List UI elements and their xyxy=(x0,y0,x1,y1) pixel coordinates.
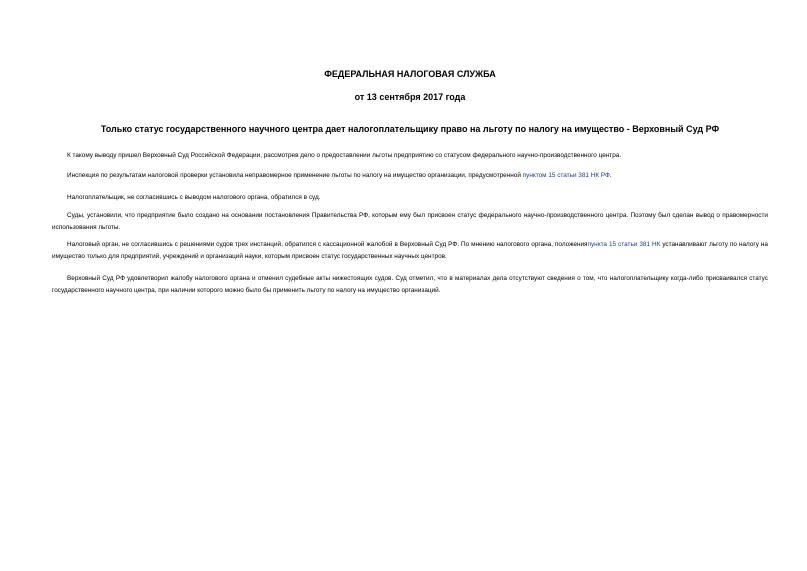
paragraph-5-text-after: устанавливают льготу по налогу на имущество только для предприятий, учреждений и организаций науки, которым присвоен статус государственных научных центров. xyxy=(52,241,768,260)
paragraph-1: К такому выводу пришел Верховный Суд Российской Федерации, рассмотрев дело о предоставлении льготы предприятию со статусом федерального научно-производственного центра. xyxy=(67,152,622,159)
paragraph-6: Верховный Суд РФ удовлетворил жалобу налогового органа и отменил судебные акты нижестоящих судов. Суд отметил, что в материалах дела отсутствуют сведения о том, что налогоплательщику когда-либо присваивался статус государственного научного центра, при наличии которого можно было бы применить льготу по налогу на имущество организаций. xyxy=(52,275,768,294)
agency-title: ФЕДЕРАЛЬНАЯ НАЛОГОВАЯ СЛУЖБА xyxy=(324,69,496,79)
paragraph-2 xyxy=(52,170,768,182)
paragraph-4: Суды, установили, что предприятие было создано на основании постановления Правительства РФ, которым ему был присвоен статус федерального научно-производственного центра. Поэтому был сделан вывод о правомерности использования льготы. xyxy=(52,212,768,231)
paragraph-3: Налогоплательщик, не согласившись с выводом налогового органа, обратился в суд. xyxy=(67,194,321,201)
document-date: от 13 сентября 2017 года xyxy=(354,92,466,102)
document-headline: Только статус государственного научного центра дает налогоплательщику право на льготу по налогу на имущество - Верховный Суд РФ xyxy=(100,124,720,134)
paragraph-2-text-after: . xyxy=(609,172,612,179)
link-article-381-p15-nk[interactable]: пункта 15 статьи 381 НК xyxy=(587,241,661,248)
paragraph-2-text-before: Инспекция по результатам налоговой проверки установила неправомерное применение льготы по налогу на имущество организации, предусмотренной xyxy=(67,172,523,179)
link-article-381-p15[interactable]: пунктом 15 статьи 381 НК РФ xyxy=(522,172,610,179)
paragraph-5 xyxy=(52,239,768,262)
paragraph-5-text-before: Налоговый орган, не согласившись с решениями судов трех инстанций, обратился с кассационной жалобой в Верховный Суд РФ. По мнению налогового органа, положения xyxy=(67,241,588,248)
